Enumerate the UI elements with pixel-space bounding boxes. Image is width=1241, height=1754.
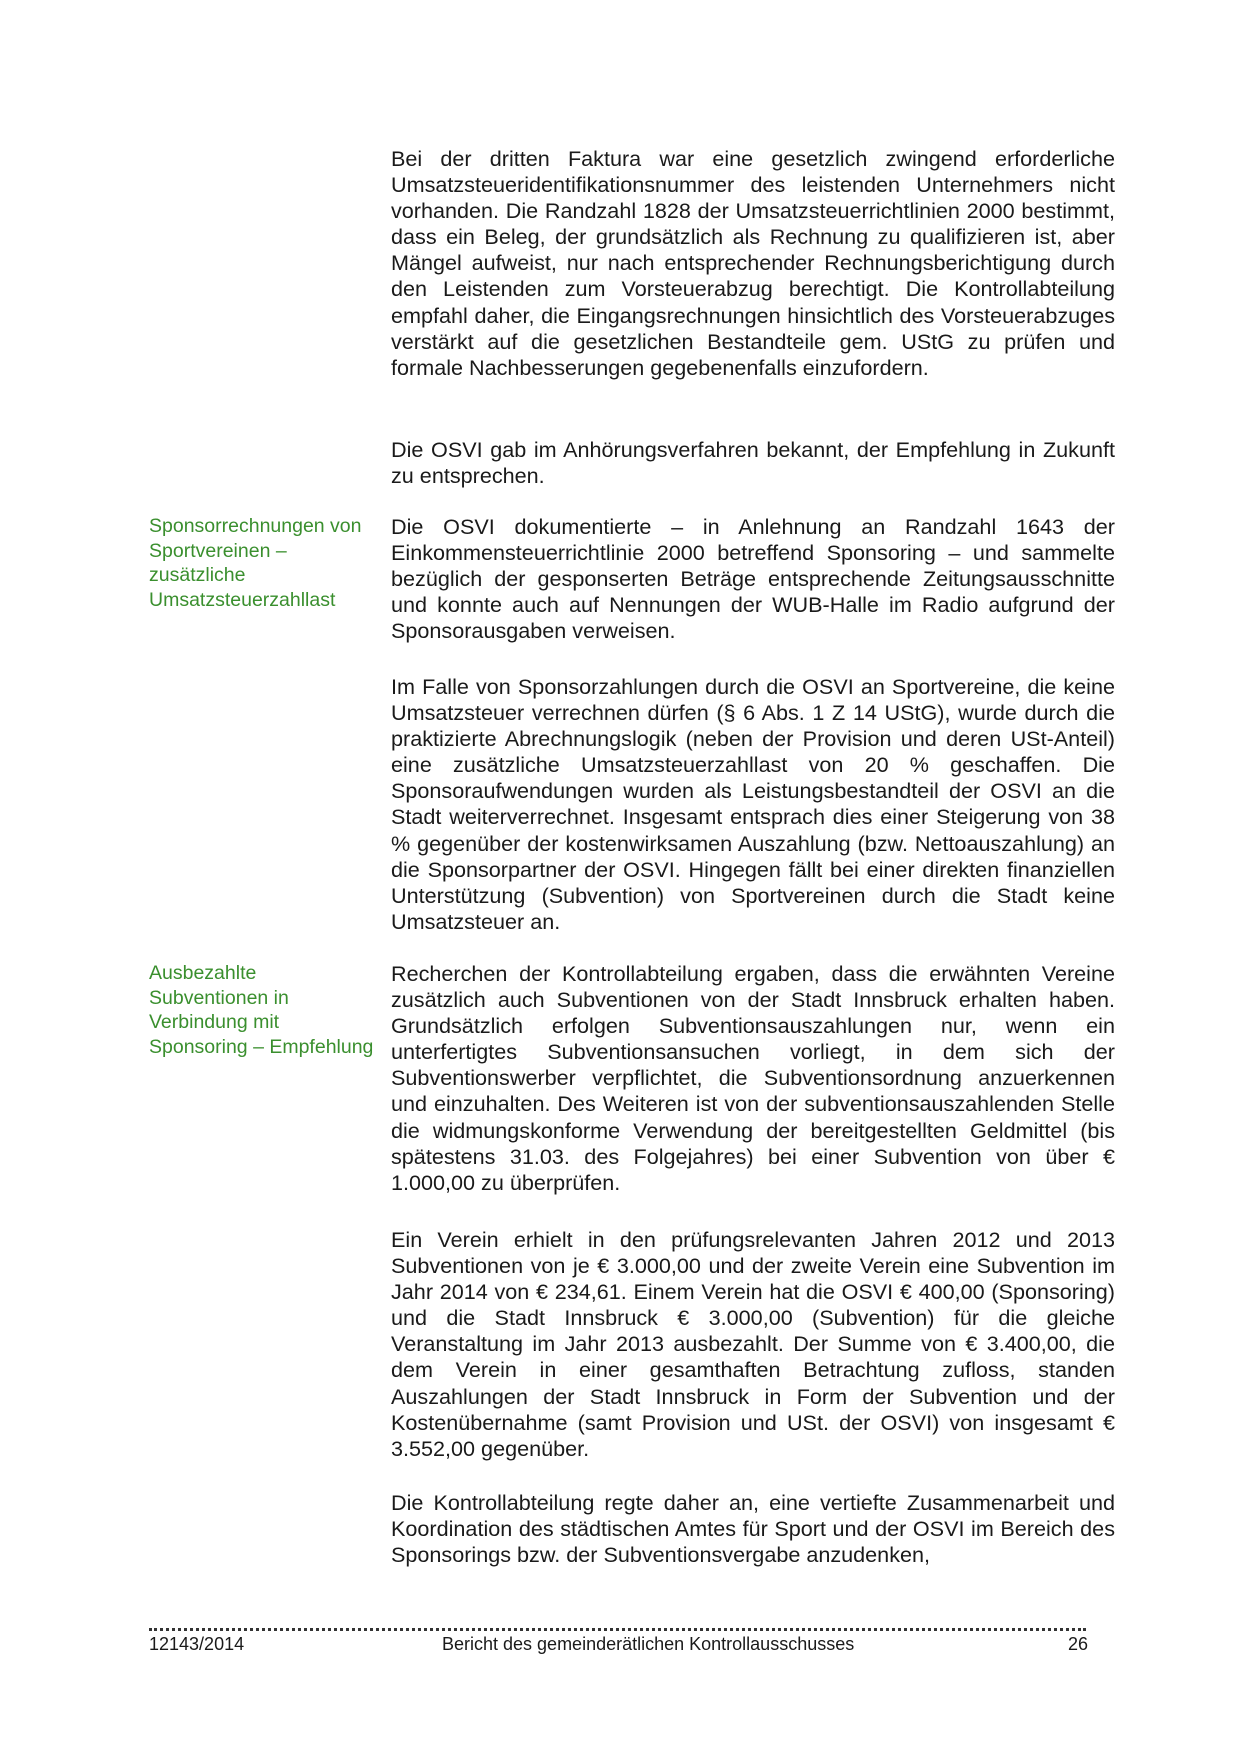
- footer-divider: [149, 1628, 1086, 1631]
- footer-reference: 12143/2014: [149, 1634, 245, 1654]
- sidenote-sponsor-invoices: Sponsorrechnungen von Sportvereinen – zusätzliche Umsatzsteuerzahllast: [149, 515, 362, 611]
- footer-page-number: 26: [1068, 1634, 1089, 1654]
- paragraph-subsidy-research: Recherchen der Kontrollabteilung ergaben, dass die erwähnten Vereine zusätzlich auch Subventionen von der Stadt Innsbruck erhalten haben. Grundsätzlich erfolgen Subventionsauszahlungen nur, wenn ein unterfertigtes Subventionsansuchen vorliegt, in dem sich der Subventionswerber verpflichtet, die Subventionsordnung anzuerkennen und einzuhalten. Des Weiteren ist von der subventionsauszahlenden Stelle die widmungskonforme Verwendung der bereitgestellten Geldmittel (bis spätestens 31.03. des Folgejahres) bei einer Subvention von über € 1.000,00 zu überprüfen.: [391, 961, 1115, 1195]
- paragraph-invoice-vat-id: Bei der dritten Faktura war eine gesetzlich zwingend erforderliche Umsatzsteueridentifikationsnummer des leistenden Unternehmers nicht vorhanden. Die Randzahl 1828 der Umsatzsteuerrichtlinien 2000 bestimmt, dass ein Beleg, der grundsätzlich als Rechnung zu qualifizieren ist, aber Mängel aufweist, nur nach entsprechender Rechnungsberichtigung durch den Leistenden zum Vorsteuerabzug berechtigt. Die Kontrollabteilung empfahl daher, die Eingangsrechnungen hinsichtlich des Vorsteuerabzuges verstärkt auf die gesetzlichen Bestandteile gem. UStG zu prüfen und formale Nachbesserungen gegebenenfalls einzufordern.: [391, 146, 1115, 380]
- paragraph-sponsoring-documentation: Die OSVI dokumentierte – in Anlehnung an Randzahl 1643 der Einkommensteuerrichtlinie 2000 betreffend Sponsoring – und sammelte bezüglich der gesponserten Beträge entsprechende Zeitungsausschnitte und konnte auch auf Nennungen der WUB-Halle im Radio aufgrund der Sponsorausgaben verweisen.: [391, 514, 1115, 644]
- footer-title: Bericht des gemeinderätlichen Kontrollausschusses: [442, 1634, 855, 1654]
- paragraph-subsidy-amounts: Ein Verein erhielt in den prüfungsrelevanten Jahren 2012 und 2013 Subventionen von je € 3.000,00 und der zweite Verein eine Subvention im Jahr 2014 von € 234,61. Einem Verein hat die OSVI € 400,00 (Sponsoring) und die Stadt Innsbruck € 3.000,00 (Subvention) für die gleiche Veranstaltung im Jahr 2013 ausbezahlt. Der Summe von € 3.400,00, die dem Verein in einer gesamthaften Betrachtung zufloss, standen Auszahlungen der Stadt Innsbruck in Form der Subvention und der Kostenübernahme (samt Provision und USt. der OSVI) von insgesamt € 3.552,00 gegenüber.: [391, 1227, 1115, 1461]
- paragraph-cooperation-suggestion: Die Kontrollabteilung regte daher an, eine vertiefte Zusammenarbeit und Koordination des städtischen Amtes für Sport und der OSVI im Bereich des Sponsorings bzw. der Subventionsvergabe anzudenken,: [391, 1490, 1115, 1568]
- paragraph-sponsor-payments-vat: Im Falle von Sponsorzahlungen durch die OSVI an Sportvereine, die keine Umsatzsteuer verrechnen dürfen (§ 6 Abs. 1 Z 14 UStG), wurde durch die praktizierte Abrechnungslogik (neben der Provision und deren USt-Anteil) eine zusätzliche Umsatzsteuerzahllast von 20 % geschaffen. Die Sponsoraufwendungen wurden als Leistungsbestandteil der OSVI an die Stadt weiterverrechnet. Insgesamt entsprach dies einer Steigerung von 38 % gegenüber der kostenwirksamen Auszahlung (bzw. Nettoauszahlung) an die Sponsorpartner der OSVI. Hingegen fällt bei einer direkten finanziellen Unterstützung (Subvention) von Sportvereinen durch die Stadt keine Umsatzsteuer an.: [391, 674, 1115, 934]
- paragraph-hearing-response: Die OSVI gab im Anhörungsverfahren bekannt, der Empfehlung in Zukunft zu entsprechen.: [391, 437, 1115, 489]
- sidenote-subsidies-recommendation: Ausbezahlte Subventionen in Verbindung mit Sponsoring – Empfehlung: [149, 962, 374, 1058]
